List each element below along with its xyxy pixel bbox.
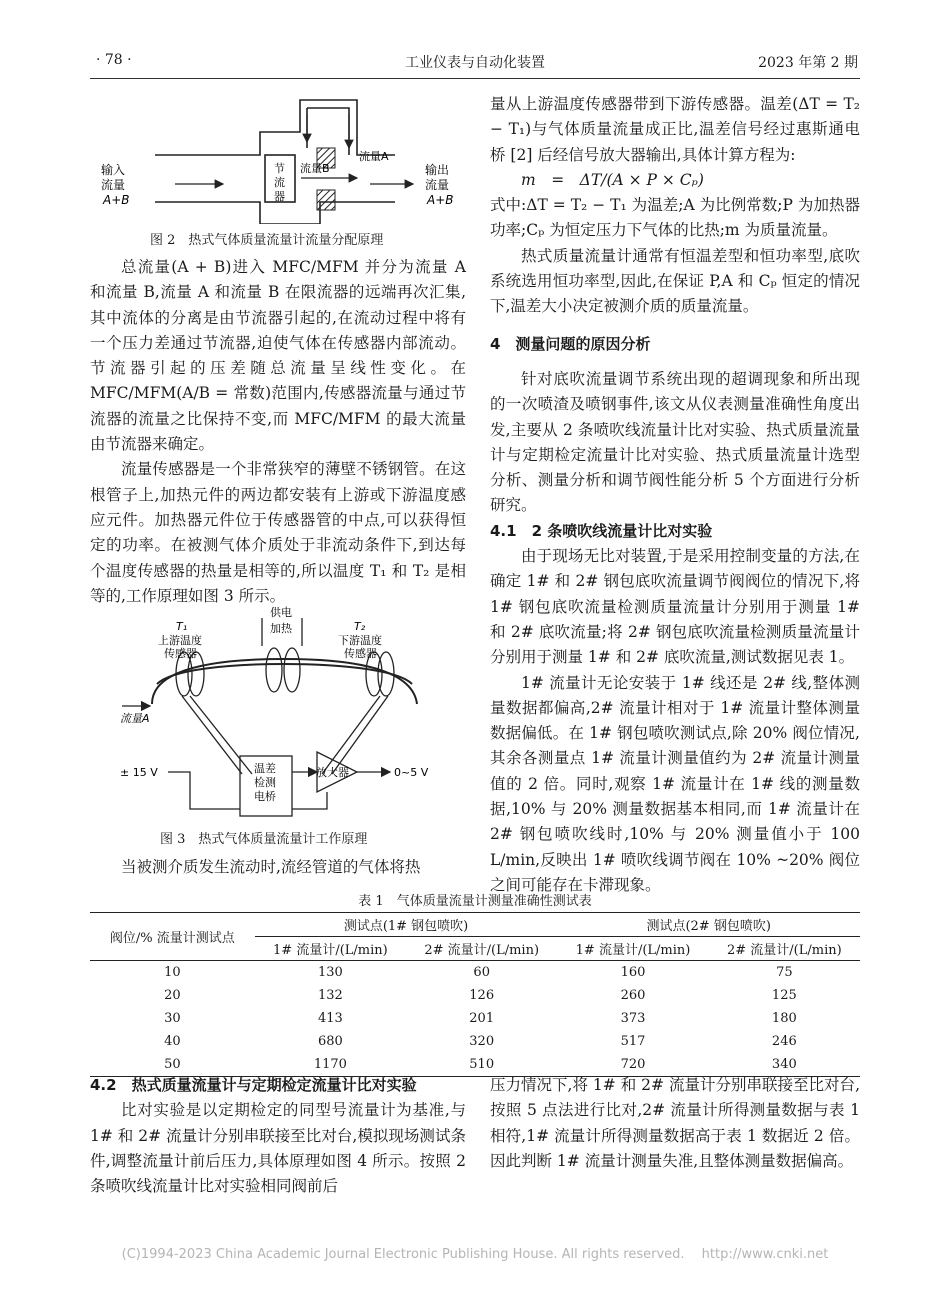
figure-3-caption: 图 3 热式气体质量流量计工作原理 <box>160 832 368 847</box>
table-cell: 510 <box>469 1057 495 1072</box>
table-row-header: 阀位/% 流量计测试点 <box>90 913 255 961</box>
fig3-t2-label-1: 下游温度 <box>338 634 382 647</box>
fig3-output: 0~5 V <box>394 766 429 779</box>
figure-3-working-principle <box>112 604 457 822</box>
table-cell: 40 <box>164 1034 181 1049</box>
table-cell: 130 <box>317 965 343 980</box>
table-col-header: 1# 流量计/(L/min) <box>575 943 691 958</box>
bottom-left-column <box>90 1073 466 1199</box>
fig2-in-label-2: 流量 <box>101 178 126 192</box>
paragraph: 针对底吹流量调节系统出现的超调现象和所出现的一次喷渣及喷钢事件,该文从仪表测量准确性角度出发,主要从 2 条喷吹线流量计比对实验、热式质量流量计与定期检定流量计比对实验、热式质量流量计选型分析、测量分析和调节阀性能分析 5 个方面进行分析研究。 <box>490 369 860 515</box>
table-cell: 720 <box>620 1057 646 1072</box>
table-group-2: 测试点(2# 钢包喷吹) <box>557 913 860 937</box>
table-cell: 680 <box>317 1034 343 1049</box>
right-column <box>490 92 860 898</box>
left-column-tail <box>90 855 466 880</box>
table-col-header: 1# 流量计/(L/min) <box>273 943 388 958</box>
paragraph: 1# 流量计无论安装于 1# 线还是 2# 线,整体测量数据都偏高,2# 流量计相对于 1# 流量计整体测量数据偏低。在 1# 钢包喷吹测试点,除 20% 阀位情况,其余各测量点 1# 流量计测量值约为 2# 流量计测量值的 2 倍。同时,观察 1# 流量计在 1# 线的测量数据,10% 与 20% 测量数据基本相同,而 1# 流量计在 2# 钢包喷吹线时,10% 与 20% 测量值小于 100 L/min,反映出 1# 喷吹线调节阀在 10% ~20% 阀位之间可能存在卡滞现象。 <box>490 673 860 894</box>
figure-2-caption: 图 2 热式气体质量流量计流量分配原理 <box>150 233 384 248</box>
fig3-t2: T₂ <box>354 620 366 633</box>
fig3-bridge-3: 电桥 <box>254 790 276 803</box>
table-cell: 180 <box>771 1011 797 1026</box>
table-cell: 260 <box>620 988 646 1003</box>
table-cell: 20 <box>164 988 181 1003</box>
fig3-bridge-1: 温差 <box>254 762 276 775</box>
table-row <box>90 961 860 985</box>
page-number: · 78 · <box>96 52 132 68</box>
issue-label: 2023 年第 2 期 <box>758 55 858 71</box>
left-column <box>90 255 466 609</box>
table-cell: 125 <box>771 988 797 1003</box>
journal-title: 工业仪表与自动化装置 <box>405 55 545 71</box>
paragraph: 由于现场无比对装置,于是采用控制变量的方法,在确定 1# 和 2# 钢包底吹流量调节阀阀位的情况下,将 1# 钢包底吹流量检测质量流量计分别用于测量 1# 和 2# 底吹流量;将 2# 钢包底吹流量检测质量流量计分别用于测量 1# 和 2# 底吹流量,测试数据见表 1。 <box>490 547 860 667</box>
fig2-in-label-3: A+B <box>103 193 130 207</box>
fig2-out-label-1: 输出 <box>425 163 450 177</box>
figure-2-flow-distribution <box>95 92 475 224</box>
fig2-out-label-2: 流量 <box>425 178 450 192</box>
fig2-flow-b: 流量B <box>300 162 330 175</box>
table-row <box>90 1030 860 1053</box>
copyright-footer: (C)1994-2023 China Academic Journal Electronic Publishing House. All rights reserved. http://www.cnki.net <box>121 1247 829 1262</box>
paragraph: 流量传感器是一个非常狭窄的薄壁不锈钢管。在这根管子上,加热元件的两边都安装有上游或下游温度感应元件。加热器元件位于传感器管的中点,可以获得恒定的功率。在被测气体介质处于非流动条件下,到达每个温度传感器的热量是相等的,所以温度 T₁ 和 T₂ 是相等的,工作原理如图 3 所示。 <box>90 460 466 605</box>
bottom-right-column <box>490 1073 860 1174</box>
table-cell: 126 <box>469 988 495 1003</box>
fig3-heater-1: 供电 <box>270 606 292 619</box>
fig3-heater-2: 加热 <box>270 622 292 635</box>
table-cell: 340 <box>771 1057 797 1072</box>
fig3-bridge-2: 检测 <box>254 776 276 789</box>
fig3-flow: 流量A <box>120 712 150 725</box>
table-col-header: 2# 流量计/(L/min) <box>424 943 540 958</box>
paragraph: 式中:ΔT = T₂ − T₁ 为温差;A 为比例常数;P 为加热器功率;Cₚ 为恒定压力下气体的比热;m 为质量流量。 <box>490 196 860 240</box>
fig3-t1-label-1: 上游温度 <box>158 634 202 647</box>
equation: m = ΔT/(A × P × Cₚ) <box>521 170 704 189</box>
table-row <box>90 1007 860 1030</box>
header-rule <box>90 78 860 79</box>
fig3-t1-label-2: 传感器 <box>164 647 197 660</box>
fig2-flow-a: 流量A <box>359 150 389 163</box>
table-cell: 1170 <box>313 1057 347 1072</box>
section-4-1-heading: 4.1 2 条喷吹线流量计比对实验 <box>490 521 713 540</box>
fig2-in-label-1: 输入 <box>101 163 126 177</box>
paragraph: 比对实验是以定期检定的同型号流量计为基准,与 1# 和 2# 流量计分别串联接至比对台,模拟现场测试条件,调整流量计前后压力,具体原理如图 4 所示。按照 2 条喷吹线流量计比对实验相同阀前后 <box>90 1101 466 1196</box>
fig2-restrictor-2: 流 <box>274 176 285 189</box>
table-cell: 160 <box>620 965 646 980</box>
table-1 <box>90 912 860 1077</box>
fig2-out-label-3: A+B <box>427 193 454 207</box>
paragraph: 量从上游温度传感器带到下游传感器。温差(ΔT = T₂ − T₁)与气体质量流量成正比,温差信号经过惠斯通电桥 [2] 后经信号放大器输出,具体计算方程为: <box>490 95 860 164</box>
paragraph: 热式质量流量计通常有恒温差型和恒功率型,底吹系统选用恒功率型,因此,在保证 P,A 和 Cₚ 恒定的情况下,温差大小决定被测介质的质量流量。 <box>490 246 860 316</box>
table-cell: 517 <box>620 1034 646 1049</box>
table-cell: 50 <box>164 1057 181 1072</box>
paragraph: 总流量(A + B)进入 MFC/MFM 并分为流量 A 和流量 B,流量 A 和流量 B 在限流器的远端再次汇集,其中流体的分离是由节流器引起的,在流动过程中将有一个压力差通过节流器,迫使气体在传感器内部流动。节流器引起的压差随总流量呈线性变化。在 MFC/MFM(A/B = 常数)范围内,传感器流量与通过节流器的流量之比保持不变,而 MFC/MFM 的最大流量由节流器来确定。 <box>90 258 466 454</box>
table-row <box>90 984 860 1007</box>
section-4-2-heading: 4.2 热式质量流量计与定期检定流量计比对实验 <box>90 1076 417 1094</box>
fig3-amplifier: 放大器 <box>316 766 349 779</box>
fig3-supply: ± 15 V <box>120 766 158 779</box>
table-cell: 320 <box>469 1034 495 1049</box>
table-cell: 246 <box>771 1034 797 1049</box>
table-cell: 75 <box>776 965 793 980</box>
table-col-header: 2# 流量计/(L/min) <box>726 943 842 958</box>
table-cell: 132 <box>317 988 343 1003</box>
table-1-title: 表 1 气体质量流量计测量准确性测试表 <box>358 894 592 909</box>
table-cell: 201 <box>469 1011 495 1026</box>
fig3-t2-label-2: 传感器 <box>344 647 377 660</box>
table-cell: 10 <box>164 965 181 980</box>
section-4-heading: 4 测量问题的原因分析 <box>490 334 651 353</box>
table-cell: 60 <box>473 965 490 980</box>
paragraph: 压力情况下,将 1# 和 2# 流量计分别串联接至比对台,按照 5 点法进行比对,2# 流量计所得测量数据与表 1 相符,1# 流量计所得测量数据高于表 1 数据近 2 倍。因此判断 1# 流量计测量失准,且整体测量数据偏高。 <box>490 1076 860 1170</box>
fig2-restrictor-3: 器 <box>274 190 285 203</box>
paragraph: 当被测介质发生流动时,流经管道的气体将热 <box>121 858 421 876</box>
table-cell: 30 <box>164 1011 181 1026</box>
table-cell: 413 <box>317 1011 343 1026</box>
table-cell: 373 <box>620 1011 646 1026</box>
fig3-t1: T₁ <box>176 620 188 633</box>
fig2-restrictor-1: 节 <box>274 162 285 175</box>
table-group-1: 测试点(1# 钢包喷吹) <box>255 913 558 937</box>
